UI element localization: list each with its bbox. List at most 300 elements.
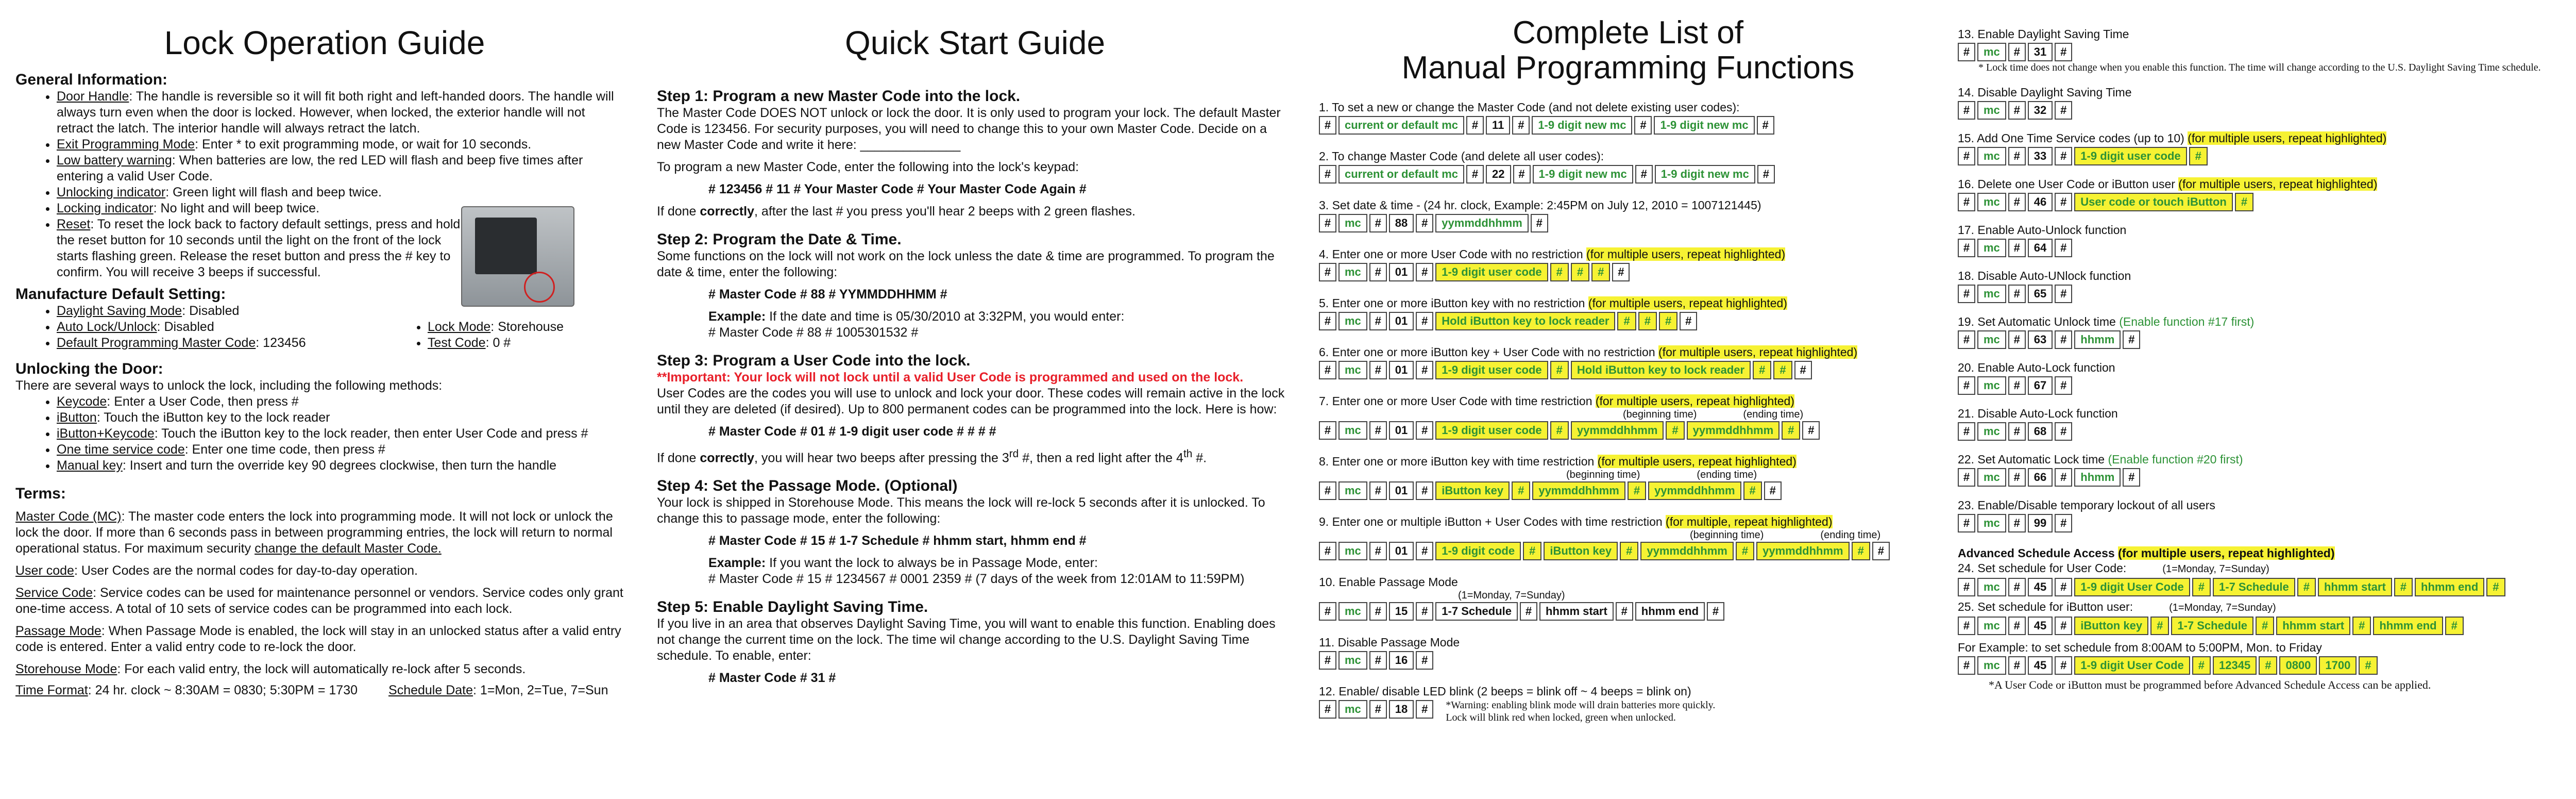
code-cell: # [2150, 617, 2169, 635]
function-item: 14. Disable Daylight Saving Time # mc # 32 # [1958, 85, 2571, 120]
code-cell: 1-9 digit new mc [1654, 116, 1754, 135]
code-cell: # [2008, 330, 2026, 349]
code-row [1319, 602, 1937, 621]
function-item: 21. Disable Auto-Lock function # mc # 68 # [1958, 406, 2571, 441]
code-cell: 22 [1486, 165, 1511, 184]
code-cell: # [2008, 468, 2026, 487]
code-cell: 1-9 digit new mc [1533, 165, 1633, 184]
list-item: • iButton+Keycode: Touch the iButton key to the lock reader, then enter User Code and press # [57, 426, 634, 442]
code-cell: mc [1977, 43, 2006, 61]
code-row [1319, 312, 1937, 330]
step4-example2: # Master Code # 15 # 1234567 # 0001 2359 # (7 days of the week from 12:01AM to 11:59PM) [708, 572, 1245, 586]
code-cell: # [2192, 578, 2211, 596]
code-cell: # [1620, 542, 1638, 560]
code-row [1319, 214, 1937, 232]
code-cell: # [1958, 468, 1975, 487]
code-cell: 45 [2028, 617, 2053, 635]
code-cell: # [1416, 421, 1433, 440]
code-cell: # [1319, 361, 1336, 379]
step5-code: # Master Code # 31 # [708, 671, 836, 685]
code-cell: # [2008, 193, 2026, 211]
code-cell: mc [1338, 651, 1367, 670]
code-cell: 01 [1389, 481, 1414, 500]
list-item: • Reset: To reset the lock back to factory default settings, press and hold the reset button for 10 seconds until the light on the front of the lock starts flashing green. Release the reset button and press the # key to confirm. You will receive 3 beeps if successful. [57, 217, 469, 280]
code-cell: iButton key [1435, 481, 1510, 500]
code-cell: # [1319, 312, 1336, 330]
defaults-left [15, 303, 386, 351]
code-cell: 0800 [2279, 656, 2317, 675]
code-cell: 1-9 digit User Code [2074, 656, 2190, 675]
step1-text: The Master Code DOES NOT unlock or lock the door. It is only used to program your lock. The default Master Code is 123456. For security purposes, you will need to change this to your own Master Code. Decide on a new Master Code and write it here: ______________ [657, 105, 1281, 152]
code-cell: # [1319, 214, 1336, 232]
term-item: Master Code (MC): The master code enters the lock into programming mode. It will not lock or unlock the lock the door. If more than 6 seconds pass in between programming entries, the lock will return to normal operational status. For maximum security change the default Master Code. [15, 509, 613, 556]
code-cell: # [1416, 361, 1433, 379]
code-cell: 45 [2028, 578, 2053, 596]
code-cell: # [2055, 285, 2072, 303]
step4-text: Your lock is shipped in Storehouse Mode. This means the lock will re-lock 5 seconds after it is unlocked. To change this to passage mode, enter the following: [657, 495, 1265, 526]
code-cell: mc [1338, 481, 1367, 500]
code-cell: hhmm start [2276, 617, 2350, 635]
code-cell: # [1319, 700, 1336, 719]
code-cell: # [2055, 147, 2072, 165]
code-cell: yymmddhhmm [1435, 214, 1528, 232]
list-item: • Locking indicator: No light and will beep twice. [57, 201, 469, 217]
code-cell: # [1958, 147, 1975, 165]
programming-functions [1319, 0, 1937, 799]
function-item: 2. To change Master Code (and delete all user codes): # current or default mc # 22 # 1-9 digit new mc # 1-9 digit new mc # [1319, 149, 1937, 184]
function-item: 6. Enter one or more iButton key + User Code with no restriction (for multiple users, repeat highlighted) # mc # 01 # 1-9 digit user code # Hold iButton key to lock reader # # # [1319, 345, 1937, 379]
code-cell: 18 [1389, 700, 1414, 719]
code-cell: # [2008, 656, 2026, 675]
code-cell: # [1617, 312, 1636, 330]
code-row [1319, 116, 1937, 135]
code-cell: 1-7 Schedule [1435, 602, 1518, 621]
code-cell: mc [1338, 361, 1367, 379]
list-item: • One time service code: Enter one time code, then press # [57, 442, 634, 458]
code-cell: # [2235, 193, 2253, 211]
code-row [1319, 700, 1435, 719]
code-cell: # [2055, 422, 2072, 441]
code-cell: # [1958, 617, 1975, 635]
step3-done: If done correctly, you will hear two beeps after pressing the 3rd #, then a red light after the 4th #. [657, 447, 1207, 465]
code-cell: 67 [2028, 376, 2053, 395]
code-cell: mc [1338, 602, 1367, 621]
code-cell: yymmddhhmm [1571, 421, 1664, 440]
code-cell: # [1852, 542, 1870, 560]
code-cell: # [1958, 193, 1975, 211]
step3-heading: Step 3: Program a User Code into the lock. [657, 352, 971, 369]
term-item: User code: User Codes are the normal codes for day-to-day operation. [15, 563, 418, 578]
function-item: 12. Enable/ disable LED blink (2 beeps = blink off ~ 4 beeps = blink on) # mc # 18 # *Warning: enabling blink mode will drain batteries more quickly. Lock will blink red when locked, green when unlocked. [1319, 685, 1716, 723]
code-row [1958, 330, 2571, 349]
code-cell: # [1638, 312, 1657, 330]
step5-heading: Step 5: Enable Daylight Saving Time. [657, 598, 928, 615]
code-row [1958, 193, 2571, 211]
code-cell: # [1416, 214, 1433, 232]
function-item: 20. Enable Auto-Lock function # mc # 67 # [1958, 360, 2571, 395]
code-cell: # [1369, 542, 1387, 560]
terms-list [15, 509, 634, 677]
code-cell: 01 [1389, 542, 1414, 560]
list-item: • Auto Lock/Unlock: Disabled [57, 319, 386, 335]
code-cell: mc [1338, 214, 1367, 232]
list-item: • Lock Mode: Storehouse [428, 319, 634, 335]
code-cell: # [2008, 376, 2026, 395]
code-cell: 1-9 digit user code [2074, 147, 2187, 165]
code-cell: hhmm end [2415, 578, 2484, 596]
code-cell: # [2394, 578, 2413, 596]
code-cell: User code or touch iButton [2074, 193, 2233, 211]
step2-text: Some functions on the lock will not work on the lock unless the date & time are programmed. To program the date & time, enter the following: [657, 248, 1275, 279]
function-item: 18. Disable Auto-UNlock function # mc # 65 # [1958, 269, 2571, 303]
code-cell: mc [1977, 285, 2006, 303]
code-cell: # [1416, 312, 1433, 330]
code-cell: mc [1977, 422, 2006, 441]
function-item: 22. Set Automatic Lock time (Enable function #20 first) # mc # 66 # hhmm # [1958, 452, 2571, 487]
function-item: 8. Enter one or more iButton key with time restriction (for multiple users, repeat highlighted) (beginning time) (ending time) # mc # 01 # iButton key # yymmddhhmm # yymmddhhmm # # [1319, 454, 1937, 500]
terms-heading: Terms: [15, 485, 66, 502]
code-cell: 63 [2028, 330, 2053, 349]
function-item: 9. Enter one or multiple iButton + User Codes with time restriction (for multiple, repeat highlighted) (beginning time) (ending time) # mc # 01 # 1-9 digit code # iButton key # yymmddhhmm # yymmddhhmm # # [1319, 514, 1937, 560]
code-cell: # [1512, 481, 1530, 500]
code-cell: 88 [1389, 214, 1414, 232]
code-cell: # [1416, 263, 1433, 281]
code-row [1958, 285, 2571, 303]
code-row [1958, 422, 2571, 441]
code-row [1958, 578, 2571, 596]
code-cell: # [1319, 602, 1336, 621]
code-cell: # [1616, 602, 1633, 621]
code-cell: # [1958, 101, 1975, 120]
code-cell: 01 [1389, 312, 1414, 330]
code-cell: # [1773, 361, 1792, 379]
term-item: Storehouse Mode: For each valid entry, the lock will automatically re-lock after 5 seconds. [15, 661, 526, 676]
unlock-intro: There are several ways to unlock the lock, including the following methods: [15, 378, 443, 393]
code-cell: # [1958, 578, 1975, 596]
code-cell: # [2259, 656, 2277, 675]
code-cell: 1-9 digit user code [1435, 361, 1548, 379]
code-cell: # [2359, 656, 2377, 675]
code-cell: hhmm end [1635, 602, 1705, 621]
step2-code: # Master Code # 88 # YYMMDDHHMM # [708, 287, 947, 302]
code-cell: # [1531, 214, 1548, 232]
code-cell: # [2008, 147, 2026, 165]
list-item: • Daylight Saving Mode: Disabled [57, 303, 386, 319]
code-cell: # [1794, 361, 1812, 379]
code-row [1319, 263, 1937, 281]
unlock-heading: Unlocking the Door: [15, 360, 163, 377]
code-cell: 1-9 digit code [1435, 542, 1521, 560]
code-cell: 11 [1486, 116, 1510, 135]
code-cell: mc [1977, 617, 2006, 635]
code-cell: # [1591, 263, 1610, 281]
list-item: • Door Handle: The handle is reversible so it will fit both right and left-handed doors. The handle will always turn even when the door is locked. However, when locked, the exterior handle will not retract the latch. The interior handle will always retract the latch. [57, 89, 618, 137]
code-cell: 99 [2028, 514, 2053, 532]
code-cell: # [2192, 656, 2211, 675]
code-cell: # [2055, 514, 2072, 532]
code-cell: # [2055, 656, 2072, 675]
function-item: 4. Enter one or more User Code with no restriction (for multiple users, repeat highlighted) # mc # 01 # 1-9 digit user code # # # # [1319, 247, 1937, 281]
code-cell: current or default mc [1338, 165, 1464, 184]
code-cell: # [2352, 617, 2371, 635]
code-cell: current or default mc [1338, 116, 1464, 135]
code-cell: # [2123, 468, 2140, 487]
function-item: 3. Set date & time - (24 hr. clock, Example: 2:45PM on July 12, 2010 = 1007121445) # mc # 88 # yymmddhhmm # [1319, 198, 1937, 232]
code-cell: # [1369, 651, 1387, 670]
code-cell: # [1319, 542, 1336, 560]
list-item: • Manual key: Insert and turn the override key 90 degrees clockwise, then turn the handle [57, 458, 634, 474]
function-item: 19. Set Automatic Unlock time (Enable function #17 first) # mc # 63 # hhmm # [1958, 314, 2571, 349]
step3-important: **Important: Your lock will not lock until a valid User Code is programmed and used on the lock. [657, 370, 1244, 385]
code-cell: mc [1977, 376, 2006, 395]
step2-example2: # Master Code # 88 # 1005301532 # [708, 325, 919, 340]
page-title: Lock Operation Guide [164, 24, 485, 61]
code-cell: 1-9 digit new mc [1532, 116, 1632, 135]
step3-text: User Codes are the codes you will use to unlock and lock your door. These codes will remain active in the lock until they are deleted (if desired). Up to 800 permanent codes can be programmed into the lock. Here is how: [657, 386, 1285, 417]
code-cell: # [1319, 116, 1336, 135]
code-cell: # [1764, 481, 1782, 500]
code-row [1958, 376, 2571, 395]
function-item: 7. Enter one or more User Code with time restriction (for multiple users, repeat highlighted) (beginning time) (ending time) # mc # 01 # 1-9 digit user code # yymmddhhmm # yymmddhhmm # # [1319, 394, 1937, 440]
code-cell: mc [1977, 193, 2006, 211]
defaults-right [386, 319, 634, 351]
code-cell: # [2008, 239, 2026, 257]
function-list-b [1958, 0, 2571, 691]
code-cell: # [1550, 361, 1569, 379]
programming-functions-cont [1958, 0, 2571, 799]
code-cell: yymmddhhmm [1756, 542, 1849, 560]
code-cell: # [2123, 330, 2140, 349]
code-cell: # [1958, 330, 1975, 349]
code-cell: # [1369, 700, 1387, 719]
code-cell: yymmddhhmm [1648, 481, 1741, 500]
code-cell: 1700 [2319, 656, 2357, 675]
advanced-section: Advanced Schedule Access (for multiple users, repeat highlighted) 24. Set schedule for User Code: (1=Monday, 7=Sunday) # mc # 45 # 1-9 digit User Code # 1-7 Schedule # hhmm start # hhmm end # 25. Set schedule for iButton user: (1=Monday, 7=Sunday) # mc # 45 # iButton key # 1-7 Schedule # hhmm start # hhmm end # For Example: to set schedule from 8:00AM to 5:00PM, Mon. to Friday # mc # 45 # 1-9 digit User Code # 12345 # 0800 1700 # *A User Code or iButton must be programmed before Advanced Schedule Access can be applied. [1958, 546, 2571, 691]
code-cell: # [1466, 116, 1484, 135]
code-cell: # [1634, 116, 1652, 135]
code-row [1958, 239, 2571, 257]
function-item: 15. Add One Time Service codes (up to 10) (for multiple users, repeat highlighted) # mc # 33 # 1-9 digit user code # [1958, 131, 2571, 165]
code-cell: yymmddhhmm [1640, 542, 1733, 560]
reset-button-circle [524, 272, 555, 303]
code-cell: # [2486, 578, 2505, 596]
code-cell: 1-7 Schedule [2213, 578, 2295, 596]
code-cell: # [2445, 617, 2464, 635]
general-heading: General Information: [15, 71, 168, 88]
code-cell: 12345 [2213, 656, 2257, 675]
list-item: • Exit Programming Mode: Enter * to exit programming mode, or wait for 10 seconds. [57, 137, 618, 153]
code-cell: # [1369, 214, 1387, 232]
function-item: 13. Enable Daylight Saving Time # mc # 31 # * Lock time does not change when you enable this function. The time will change according to the U.S. Daylight Saving Time schedule. [1958, 27, 2571, 74]
step5-text: If you live in an area that observes Daylight Saving Time, you will want to enable this function. Enabling does not change the current time on the lock. The time wil change according to the U.S. Daylight Saving Time schedule. To enable, enter: [657, 617, 1276, 663]
code-cell: mc [1977, 147, 2006, 165]
code-cell: hhmm [2074, 330, 2121, 349]
code-cell: 66 [2028, 468, 2053, 487]
code-cell: # [1958, 239, 1975, 257]
defaults-lists [15, 303, 634, 351]
code-row [1958, 617, 2571, 635]
code-cell: 31 [2028, 43, 2053, 61]
code-cell: # [2008, 514, 2026, 532]
code-cell: # [1369, 361, 1387, 379]
code-cell: # [2008, 43, 2026, 61]
list-item: • iButton: Touch the iButton key to the lock reader [57, 410, 634, 426]
function-item: 16. Delete one User Code or iButton user (for multiple users, repeat highlighted) # mc # 46 # User code or touch iButton # [1958, 177, 2571, 211]
code-cell: # [1319, 481, 1336, 500]
code-cell: mc [1977, 101, 2006, 120]
code-cell: mc [1338, 542, 1367, 560]
function-item: 5. Enter one or more iButton key with no restriction (for multiple users, repeat highlighted) # mc # 01 # Hold iButton key to lock reader # # # # [1319, 296, 1937, 330]
lock-reset-photo [461, 206, 574, 307]
code-cell: # [1958, 422, 1975, 441]
code-cell: # [2055, 43, 2072, 61]
code-cell: # [1319, 263, 1336, 281]
step4-example: Example: If you want the lock to always be in Passage Mode, enter: [708, 556, 1098, 570]
code-cell: 1-7 Schedule [2171, 617, 2253, 635]
code-cell: 1-9 digit user code [1435, 421, 1548, 440]
code-cell: # [1802, 421, 1820, 440]
code-row [1958, 468, 2571, 487]
code-cell: # [1523, 542, 1541, 560]
code-cell: # [1958, 285, 1975, 303]
code-cell: mc [1338, 263, 1367, 281]
code-cell: mc [1977, 578, 2006, 596]
code-cell: 15 [1389, 602, 1414, 621]
code-cell: # [1369, 312, 1387, 330]
code-cell: 01 [1389, 421, 1414, 440]
code-cell: 45 [2028, 656, 2053, 675]
code-cell: 68 [2028, 422, 2053, 441]
code-cell: mc [1338, 421, 1367, 440]
list-item: • Unlocking indicator: Green light will flash and beep twice. [57, 185, 469, 201]
code-cell: # [1369, 421, 1387, 440]
code-cell: # [1416, 542, 1433, 560]
step2-heading: Step 2: Program the Date & Time. [657, 230, 902, 248]
code-cell: # [1550, 421, 1569, 440]
lock-body [475, 218, 537, 274]
function-item: 1. To set a new or change the Master Code (and not delete existing user codes): # current or default mc # 11 # 1-9 digit new mc # 1-9 digit new mc # [1319, 100, 1937, 135]
term-item: Passage Mode: When Passage Mode is enabled, the lock will stay in an unlocked status after a valid entry code is entered. Enter a valid entry code to re-lock the door. [15, 623, 621, 654]
code-cell: # [2297, 578, 2316, 596]
step1-text2: To program a new Master Code, enter the following into the lock's keypad: [657, 159, 1079, 174]
code-cell: # [2055, 101, 2072, 120]
code-cell: # [1512, 116, 1530, 135]
code-cell: mc [1977, 239, 2006, 257]
code-cell: 33 [2028, 147, 2053, 165]
code-row [1958, 656, 2571, 675]
code-cell: # [1319, 165, 1336, 184]
code-cell: # [2055, 617, 2072, 635]
code-cell: # [2256, 617, 2274, 635]
code-cell: # [1872, 542, 1890, 560]
list-item: • Keycode: Enter a User Code, then press # [57, 394, 634, 410]
code-cell: # [1958, 376, 1975, 395]
functions-title-1: Complete List of [1513, 15, 1743, 51]
code-cell: # [2055, 468, 2072, 487]
code-cell: # [1736, 542, 1754, 560]
code-cell: # [2055, 239, 2072, 257]
code-cell: # [1550, 263, 1569, 281]
code-cell: mc [1977, 514, 2006, 532]
code-cell: 64 [2028, 239, 2053, 257]
code-cell: # [1659, 312, 1677, 330]
code-cell: # [1319, 651, 1336, 670]
step1-code: # 123456 # 11 # Your Master Code # Your Master Code Again # [708, 181, 1087, 196]
list-item: • Low battery warning: When batteries are low, the red LED will flash and beep five times after entering a valid User Code. [57, 153, 618, 185]
code-cell: # [2008, 101, 2026, 120]
code-cell: # [1466, 165, 1484, 184]
code-row [1958, 101, 2571, 120]
step1-done: If done correctly, after the last # you press you'll hear 2 beeps with 2 green flashes. [657, 204, 1136, 219]
function-item: 23. Enable/Disable temporary lockout of all users # mc # 99 # [1958, 498, 2571, 532]
code-cell: yymmddhhmm [1687, 421, 1780, 440]
code-cell: # [1757, 116, 1774, 135]
code-cell: 1-9 digit User Code [2074, 578, 2190, 596]
code-cell: # [1416, 602, 1433, 621]
code-row [1319, 542, 1937, 560]
code-cell: 01 [1389, 263, 1414, 281]
step4-code: # Master Code # 15 # 1-7 Schedule # hhmm start, hhmm end # [708, 534, 1087, 548]
code-row [1958, 147, 2571, 165]
code-cell: # [1319, 421, 1336, 440]
code-cell: mc [1338, 312, 1367, 330]
code-cell: hhmm [2074, 468, 2121, 487]
code-cell: 32 [2028, 101, 2053, 120]
code-cell: # [1416, 481, 1433, 500]
code-cell: 1-9 digit user code [1435, 263, 1548, 281]
code-cell: # [2008, 578, 2026, 596]
defaults-heading: Manufacture Default Setting: [15, 285, 226, 303]
code-row [1958, 514, 2571, 532]
code-cell: # [1628, 481, 1646, 500]
code-cell: 46 [2028, 193, 2053, 211]
code-cell: # [1612, 263, 1630, 281]
code-cell: # [1782, 421, 1800, 440]
code-cell: # [1707, 602, 1724, 621]
code-cell: 1-9 digit new mc [1655, 165, 1755, 184]
code-cell: # [2055, 376, 2072, 395]
code-cell: hhmm start [2318, 578, 2392, 596]
code-cell: mc [1338, 700, 1367, 719]
code-row [1958, 43, 2571, 61]
code-cell: # [1666, 421, 1684, 440]
code-row [1319, 361, 1937, 379]
step2-example: Example: If the date and time is 05/30/2010 at 3:32PM, you would enter: [708, 309, 1125, 324]
code-row [1319, 165, 1937, 184]
code-cell: # [1571, 263, 1589, 281]
code-cell: iButton key [2074, 617, 2148, 635]
code-cell: # [1635, 165, 1653, 184]
quick-start-guide [657, 0, 1293, 799]
code-cell: Hold iButton key to lock reader [1435, 312, 1615, 330]
code-cell: # [1743, 481, 1762, 500]
list-item: • Default Programming Master Code: 123456 [57, 335, 386, 351]
code-cell: # [1680, 312, 1697, 330]
code-row [1319, 421, 1937, 440]
code-row [1319, 651, 1937, 670]
quick-start-title: Quick Start Guide [844, 24, 1106, 61]
code-cell: # [1369, 602, 1387, 621]
code-cell: 65 [2028, 285, 2053, 303]
unlock-list [15, 394, 634, 474]
code-cell: 16 [1389, 651, 1414, 670]
functions-title-2: Manual Programming Functions [1401, 50, 1855, 86]
code-cell: # [1958, 514, 1975, 532]
code-cell: # [2008, 422, 2026, 441]
code-cell: # [2189, 147, 2208, 165]
code-row [1319, 481, 1937, 500]
time-format: Time Format: 24 hr. clock ~ 8:30AM = 0830; 5:30PM = 1730 Schedule Date: 1=Mon, 2=Tue, 7=Sun [15, 683, 608, 697]
